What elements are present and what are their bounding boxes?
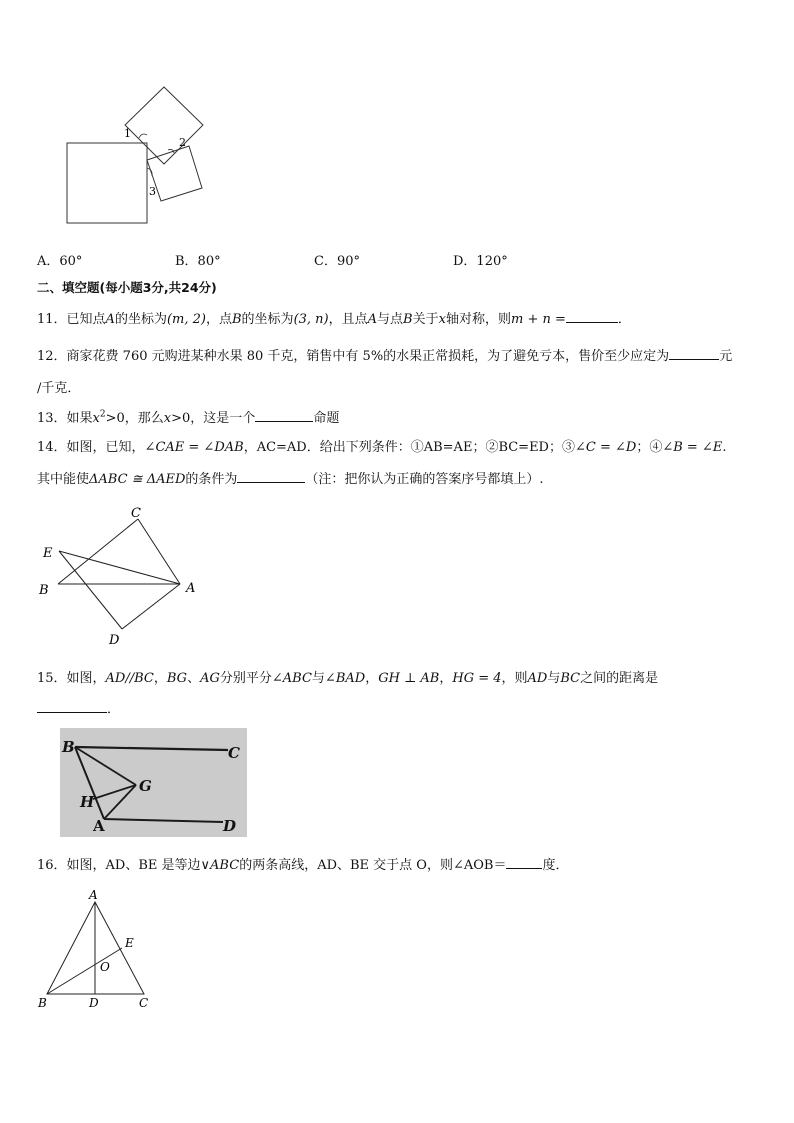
point-label-c: C [139, 996, 149, 1010]
point-label-a: A [186, 581, 196, 596]
option-b: B．80° [175, 254, 221, 269]
point-label-e: E [43, 546, 53, 561]
answer-blank-16[interactable] [506, 856, 542, 869]
question-14-line1: 14．如图，已知，∠CAE = ∠DAB，AC=AD．给出下列条件：①AB=AE；②BC=ED；③∠C = ∠D；④∠B = ∠E. [37, 440, 727, 455]
point-label-d: D [109, 633, 120, 648]
option-a: A．60° [37, 254, 83, 269]
point-label-d: D [223, 817, 237, 835]
large-square [67, 143, 147, 223]
question-15-line2: ． [37, 698, 120, 717]
segment-bc [58, 519, 138, 584]
question-12-line2: /千克． [37, 381, 81, 396]
point-label-d: D [89, 996, 99, 1010]
angle-label-1: 1 [124, 127, 131, 140]
answer-blank-13[interactable] [255, 409, 313, 422]
q15-figure-photo [60, 728, 247, 837]
segment-da [122, 584, 180, 629]
squares-figure [60, 80, 220, 230]
question-11: 11．已知点A的坐标为(m, 2)，点B的坐标为(3, n)，且点A与点B关于x轴对称，则m + n = ． [37, 312, 631, 327]
point-label-c: C [228, 744, 240, 762]
point-label-g: G [139, 777, 152, 795]
question-12-line1: 12．商家花费 760 元购进某种水果 80 千克，销售中有 5%的水果正常损耗，为了避免亏本，售价至少应定为 元 [37, 349, 733, 364]
point-label-h: H [80, 793, 95, 811]
angle-arc-3 [147, 168, 152, 176]
point-label-b: B [39, 583, 49, 598]
option-d: D．120° [453, 254, 508, 269]
q14-figure [36, 503, 206, 648]
angle-label-2: 2 [179, 136, 186, 149]
q16-figure [36, 888, 166, 1013]
question-14-line2: 其中能使ΔABC ≅ ΔAED的条件为 （注：把你认为正确的答案序号都填上）. [37, 472, 544, 487]
point-label-a: A [93, 817, 105, 835]
point-label-b: B [62, 738, 75, 756]
angle-label-3: 3 [149, 185, 156, 198]
point-label-a: A [89, 888, 98, 902]
answer-blank-12[interactable] [669, 347, 719, 360]
point-label-e: E [125, 936, 134, 950]
option-c: C．90° [314, 254, 360, 269]
answer-blank-11[interactable] [566, 310, 618, 323]
point-label-c: C [131, 506, 141, 521]
answer-blank-15[interactable] [37, 700, 107, 713]
segment-ed [59, 551, 122, 629]
answer-blank-14[interactable] [237, 470, 305, 483]
angle-arc-1 [139, 134, 147, 138]
question-13: 13．如果$x^2>0$，那么x>0，这是一个 命题 [37, 409, 340, 426]
section-heading: 二、填空题(每小题3分,共24分) [37, 280, 217, 295]
altitude-be [47, 948, 122, 994]
question-16: 16．如图，AD、BE 是等边∨ABC的两条高线，AD、BE 交于点 O，则∠AOB＝ 度． [37, 858, 569, 873]
question-15-line1: 15．如图，AD//BC，BG、AG分别平分∠ABC与∠BAD，GH ⊥ AB，HG = 4，则AD与BC之间的距离是 [37, 671, 659, 686]
point-label-b: B [38, 996, 47, 1010]
point-label-o: O [100, 960, 110, 974]
